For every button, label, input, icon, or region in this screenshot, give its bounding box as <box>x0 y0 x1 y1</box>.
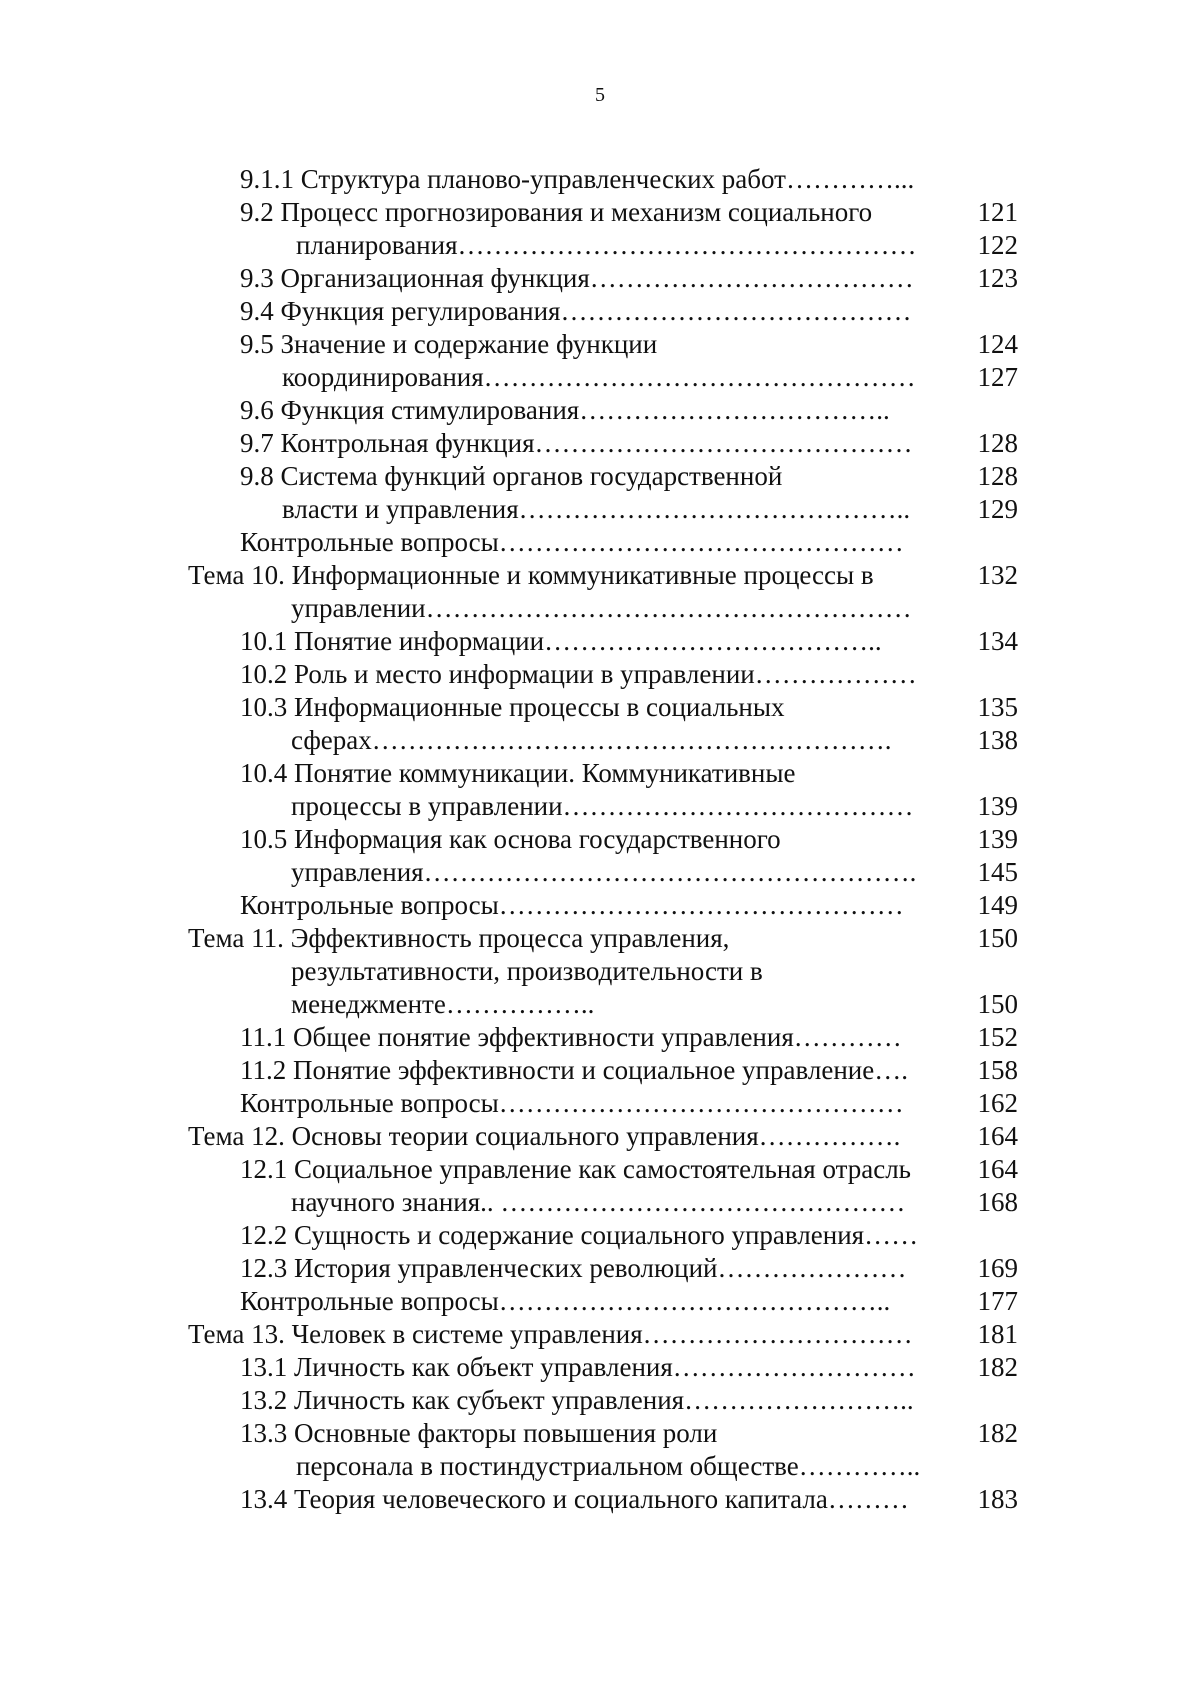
toc-entry-text: менеджменте…………….. <box>291 989 595 1019</box>
toc-entry-page: 152 <box>977 1022 1018 1052</box>
toc-entry-text: 11.1 Общее понятие эффективности управления………… <box>240 1022 902 1052</box>
toc-entry-text: 13.4 Теория человеческого и социального капитала……… <box>240 1484 909 1514</box>
toc-entry <box>0 757 1200 790</box>
toc-entry <box>0 1318 1200 1351</box>
toc-entry-text: процессы в управлении………………………………… <box>291 791 914 821</box>
toc-entry-text: Тема 10. Информационные и коммуникативные процессы в <box>188 560 874 590</box>
toc-entry <box>0 856 1200 889</box>
toc-entry-page: 164 <box>977 1121 1018 1151</box>
toc-entry <box>0 1351 1200 1384</box>
toc-entry <box>0 988 1200 1021</box>
toc-entry <box>0 361 1200 394</box>
toc-entry <box>0 1087 1200 1120</box>
toc-entry-page: 134 <box>977 626 1018 656</box>
toc-entry-page: 182 <box>977 1418 1018 1448</box>
toc-entry-text: Контрольные вопросы…………………………………….. <box>240 1286 891 1316</box>
toc-entry-page: 150 <box>977 989 1018 1019</box>
toc-entry-page: 138 <box>977 725 1018 755</box>
toc-entry-page: 128 <box>977 461 1018 491</box>
toc-entry-text: 13.1 Личность как объект управления……………………… <box>240 1352 916 1382</box>
toc-entry-text: 9.7 Контрольная функция…………………………………… <box>240 428 913 458</box>
toc-entry-page: 182 <box>977 1352 1018 1382</box>
toc-entry-page: 121 <box>977 197 1018 227</box>
toc-entry <box>0 262 1200 295</box>
toc-entry-page: 168 <box>977 1187 1018 1217</box>
toc-entry <box>0 922 1200 955</box>
toc-entry-text: власти и управления…………………………………….. <box>282 494 911 524</box>
toc-entry-text: научного знания.. ……………………………………… <box>291 1187 906 1217</box>
toc-entry-page: 124 <box>977 329 1018 359</box>
toc-entry-text: управлении……………………………………………… <box>291 593 912 623</box>
table-of-contents <box>0 163 1200 1516</box>
toc-entry-text: управления………………………………………………. <box>291 857 917 887</box>
toc-entry-text: Контрольные вопросы……………………………………… <box>240 890 904 920</box>
toc-entry-text: Тема 12. Основы теории социального управления……………. <box>188 1121 901 1151</box>
toc-entry-text: Контрольные вопросы……………………………………… <box>240 527 904 557</box>
toc-entry-text: 10.2 Роль и место информации в управлении……………… <box>240 659 917 689</box>
toc-entry <box>0 295 1200 328</box>
toc-entry <box>0 1219 1200 1252</box>
toc-entry <box>0 559 1200 592</box>
toc-entry <box>0 493 1200 526</box>
toc-entry-text: 9.6 Функция стимулирования…………………………….. <box>240 395 890 425</box>
toc-entry-text: 9.3 Организационная функция……………………………… <box>240 263 914 293</box>
toc-entry-text: 9.8 Система функций органов государственной <box>240 461 783 491</box>
toc-entry <box>0 1153 1200 1186</box>
toc-entry-page: 164 <box>977 1154 1018 1184</box>
toc-entry-page: 129 <box>977 494 1018 524</box>
toc-entry-page: 139 <box>977 824 1018 854</box>
toc-entry-text: 9.5 Значение и содержание функции <box>240 329 658 359</box>
toc-entry-page: 150 <box>977 923 1018 953</box>
toc-entry-page: 123 <box>977 263 1018 293</box>
toc-entry-page: 132 <box>977 560 1018 590</box>
toc-entry <box>0 724 1200 757</box>
toc-entry-text: 12.3 История управленческих революций………………… <box>240 1253 907 1283</box>
toc-entry-text: персонала в постиндустриальном обществе………….. <box>296 1451 921 1481</box>
toc-entry <box>0 658 1200 691</box>
toc-entry-page: 169 <box>977 1253 1018 1283</box>
toc-entry <box>0 460 1200 493</box>
toc-entry <box>0 1384 1200 1417</box>
toc-entry-text: 12.2 Сущность и содержание социального управления…… <box>240 1220 919 1250</box>
toc-entry <box>0 1285 1200 1318</box>
toc-entry-text: Тема 11. Эффективность процесса управления, <box>188 923 730 953</box>
toc-entry-page: 127 <box>977 362 1018 392</box>
toc-entry-text: Контрольные вопросы……………………………………… <box>240 1088 904 1118</box>
toc-entry-page: 158 <box>977 1055 1018 1085</box>
toc-entry-page: 162 <box>977 1088 1018 1118</box>
toc-entry <box>0 1054 1200 1087</box>
toc-entry <box>0 1450 1200 1483</box>
toc-entry-text: 10.1 Понятие информации……………………………….. <box>240 626 882 656</box>
toc-entry-text: планирования…………………………………………… <box>296 230 917 260</box>
toc-entry <box>0 1252 1200 1285</box>
toc-entry-page: 181 <box>977 1319 1018 1349</box>
toc-entry-text: 9.2 Процесс прогнозирования и механизм социального <box>240 197 873 227</box>
toc-entry <box>0 1483 1200 1516</box>
toc-entry <box>0 427 1200 460</box>
toc-entry-text: 12.1 Социальное управление как самостоятельная отрасль <box>240 1154 911 1184</box>
toc-entry-page: 177 <box>977 1286 1018 1316</box>
toc-entry-page: 149 <box>977 890 1018 920</box>
toc-entry <box>0 1186 1200 1219</box>
toc-entry <box>0 328 1200 361</box>
toc-entry <box>0 229 1200 262</box>
toc-entry <box>0 394 1200 427</box>
toc-entry-text: Тема 13. Человек в системе управления………………………… <box>188 1319 913 1349</box>
toc-entry <box>0 1120 1200 1153</box>
toc-entry-text: 10.4 Понятие коммуникации. Коммуникативные <box>240 758 796 788</box>
toc-entry <box>0 625 1200 658</box>
toc-entry <box>0 955 1200 988</box>
toc-entry-page: 135 <box>977 692 1018 722</box>
toc-entry-text: 9.4 Функция регулирования………………………………… <box>240 296 912 326</box>
toc-entry <box>0 823 1200 856</box>
toc-entry-page: 145 <box>977 857 1018 887</box>
toc-entry-text: результативности, производительности в <box>291 956 763 986</box>
toc-entry <box>0 691 1200 724</box>
toc-entry <box>0 1417 1200 1450</box>
toc-entry <box>0 592 1200 625</box>
toc-entry-page: 139 <box>977 791 1018 821</box>
toc-entry <box>0 526 1200 559</box>
toc-entry <box>0 790 1200 823</box>
toc-entry-page: 122 <box>977 230 1018 260</box>
toc-entry-page: 128 <box>977 428 1018 458</box>
toc-entry-text: 10.5 Информация как основа государственного <box>240 824 781 854</box>
toc-entry-page: 183 <box>977 1484 1018 1514</box>
toc-entry <box>0 1021 1200 1054</box>
toc-entry-text: 9.1.1 Структура планово-управленческих работ…………... <box>240 164 915 194</box>
toc-entry-text: сферах…………………………………………………. <box>291 725 892 755</box>
toc-entry-text: координирования………………………………………… <box>282 362 916 392</box>
toc-entry-text: 13.2 Личность как субъект управления…………………….. <box>240 1385 914 1415</box>
toc-entry <box>0 889 1200 922</box>
toc-entry-text: 13.3 Основные факторы повышения роли <box>240 1418 718 1448</box>
page-number: 5 <box>595 84 605 106</box>
toc-entry-text: 11.2 Понятие эффективности и социальное управление…. <box>240 1055 908 1085</box>
toc-entry <box>0 163 1200 196</box>
toc-entry-text: 10.3 Информационные процессы в социальных <box>240 692 785 722</box>
toc-entry <box>0 196 1200 229</box>
